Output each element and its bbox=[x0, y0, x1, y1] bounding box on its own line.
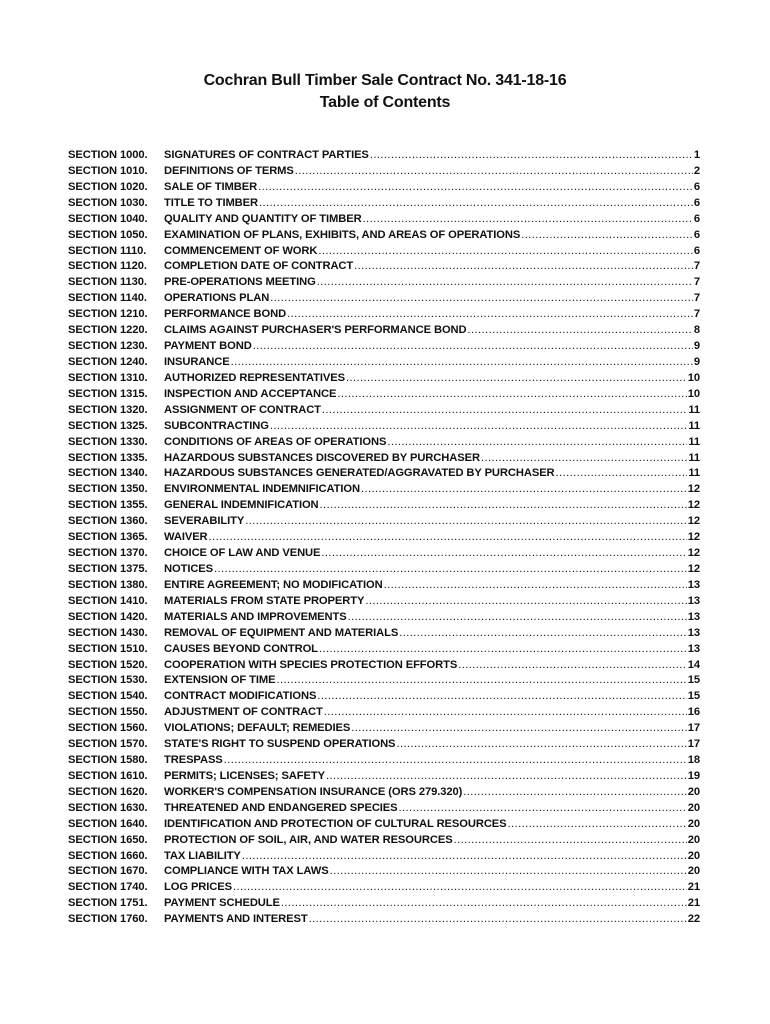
toc-entry[interactable] bbox=[68, 912, 700, 928]
toc-section-title: CONTRACT MODIFICATIONS bbox=[164, 690, 317, 703]
toc-entry[interactable] bbox=[68, 801, 700, 817]
toc-dot-leader bbox=[463, 785, 687, 801]
toc-entry[interactable] bbox=[68, 403, 700, 419]
toc-entry[interactable] bbox=[68, 164, 700, 180]
toc-section-title: AUTHORIZED REPRESENTATIVES bbox=[164, 371, 345, 384]
toc-dot-leader bbox=[363, 212, 693, 228]
toc-entry[interactable] bbox=[68, 849, 700, 865]
toc-page-number: 22 bbox=[687, 913, 700, 926]
toc-section-number: SECTION 1670. bbox=[68, 865, 148, 878]
toc-dot-leader bbox=[287, 307, 693, 323]
toc-page-number: 6 bbox=[693, 180, 700, 193]
toc-section-number: SECTION 1375. bbox=[68, 562, 148, 575]
toc-entry[interactable] bbox=[68, 594, 700, 610]
toc-section-number: SECTION 1030. bbox=[68, 196, 148, 209]
toc-entry[interactable] bbox=[68, 610, 700, 626]
toc-page-number: 12 bbox=[687, 547, 700, 560]
toc-section-number: SECTION 1570. bbox=[68, 738, 148, 751]
toc-page-number: 11 bbox=[688, 467, 700, 480]
toc-entry[interactable] bbox=[68, 148, 700, 164]
toc-section-title: ADJUSTMENT OF CONTRACT bbox=[164, 706, 323, 719]
toc-section-title: TRESPASS bbox=[164, 754, 223, 767]
toc-section-title: GENERAL INDEMNIFICATION bbox=[164, 499, 319, 512]
toc-section-number: SECTION 1520. bbox=[68, 658, 148, 671]
toc-entry[interactable] bbox=[68, 833, 700, 849]
toc-entry[interactable] bbox=[68, 291, 700, 307]
toc-entry[interactable] bbox=[68, 546, 700, 562]
toc-section-number: SECTION 1210. bbox=[68, 308, 148, 321]
toc-section-number: SECTION 1335. bbox=[68, 451, 148, 464]
toc-page-number: 6 bbox=[693, 196, 700, 209]
toc-page-number: 8 bbox=[693, 324, 700, 337]
toc-section-title: WAIVER bbox=[164, 531, 208, 544]
toc-page-number: 11 bbox=[688, 419, 700, 432]
toc-dot-leader bbox=[337, 387, 686, 403]
toc-dot-leader bbox=[370, 148, 693, 164]
toc-dot-leader bbox=[270, 419, 687, 435]
toc-dot-leader bbox=[346, 371, 687, 387]
toc-entry[interactable] bbox=[68, 387, 700, 403]
toc-section-number: SECTION 1120. bbox=[68, 260, 147, 273]
toc-dot-leader bbox=[258, 180, 693, 196]
toc-dot-leader bbox=[318, 244, 693, 260]
toc-section-title: COMPLETION DATE OF CONTRACT bbox=[164, 260, 354, 273]
toc-section-number: SECTION 1510. bbox=[68, 642, 148, 655]
toc-section-title: TITLE TO TIMBER bbox=[164, 196, 259, 209]
toc-section-number: SECTION 1320. bbox=[68, 403, 148, 416]
toc-page-number: 12 bbox=[687, 562, 700, 575]
toc-section-title: REMOVAL OF EQUIPMENT AND MATERIALS bbox=[164, 626, 399, 639]
toc-page-number: 20 bbox=[687, 801, 700, 814]
toc-section-number: SECTION 1310. bbox=[68, 371, 148, 384]
toc-section-number: SECTION 1650. bbox=[68, 833, 148, 846]
toc-section-title: SIGNATURES OF CONTRACT PARTIES bbox=[164, 149, 369, 161]
toc-section-title: NOTICES bbox=[164, 562, 214, 575]
toc-dot-leader bbox=[387, 435, 687, 451]
toc-entry[interactable] bbox=[68, 307, 700, 323]
toc-entry[interactable] bbox=[68, 880, 700, 896]
toc-dot-leader bbox=[322, 403, 687, 419]
toc-section-number: SECTION 1010. bbox=[68, 164, 148, 177]
toc-page-number: 11 bbox=[688, 435, 700, 448]
toc-dot-leader bbox=[281, 896, 687, 912]
toc-section-number: SECTION 1040. bbox=[68, 212, 148, 225]
document-title: Cochran Bull Timber Sale Contract No. 341-18-16 bbox=[203, 72, 567, 89]
toc-section-number: SECTION 1740. bbox=[68, 881, 148, 894]
toc-page-number: 6 bbox=[693, 212, 700, 225]
toc-section-number: SECTION 1550. bbox=[68, 706, 148, 719]
toc-page-number: 6 bbox=[693, 244, 700, 257]
toc-section-title: CONDITIONS OF AREAS OF OPERATIONS bbox=[164, 435, 387, 448]
toc-entry[interactable] bbox=[68, 371, 700, 387]
toc-section-number: SECTION 1240. bbox=[68, 355, 148, 368]
toc-section-number: SECTION 1365. bbox=[68, 531, 148, 544]
toc-section-title: SALE OF TIMBER bbox=[164, 180, 258, 193]
toc-section-title: HAZARDOUS SUBSTANCES GENERATED/AGGRAVATED BY PURCHASER bbox=[164, 467, 555, 480]
toc-section-number: SECTION 1110. bbox=[68, 244, 147, 257]
toc-page-number: 13 bbox=[687, 642, 700, 655]
toc-section-title: COMMENCEMENT OF WORK bbox=[164, 244, 318, 257]
toc-section-title: MATERIALS FROM STATE PROPERTY bbox=[164, 594, 365, 607]
toc-page-number: 2 bbox=[693, 164, 700, 177]
toc-section-number: SECTION 1020. bbox=[68, 180, 148, 193]
toc-section-title: TAX LIABILITY bbox=[164, 849, 241, 862]
toc-entry[interactable] bbox=[68, 673, 700, 689]
toc-section-number: SECTION 1660. bbox=[68, 849, 148, 862]
toc-section-title: COOPERATION WITH SPECIES PROTECTION EFFORTS bbox=[164, 658, 458, 671]
toc-dot-leader bbox=[276, 673, 686, 689]
toc-entry[interactable] bbox=[68, 498, 700, 514]
toc-dot-leader bbox=[351, 721, 686, 737]
toc-section-title: HAZARDOUS SUBSTANCES DISCOVERED BY PURCHASER bbox=[164, 451, 480, 464]
toc-section-number: SECTION 1360. bbox=[68, 515, 148, 528]
toc-dot-leader bbox=[309, 912, 687, 928]
toc-dot-leader bbox=[319, 642, 687, 658]
toc-dot-leader bbox=[348, 610, 687, 626]
toc-section-number: SECTION 1050. bbox=[68, 228, 148, 241]
toc-section-title: SEVERABILITY bbox=[164, 515, 245, 528]
toc-dot-leader bbox=[253, 339, 693, 355]
toc-page-number: 20 bbox=[687, 849, 700, 862]
toc-entry[interactable] bbox=[68, 228, 700, 244]
toc-dot-leader bbox=[508, 817, 687, 833]
toc-section-title: PERMITS; LICENSES; SAFETY bbox=[164, 769, 325, 782]
toc-section-title: IDENTIFICATION AND PROTECTION OF CULTURAL RESOURCES bbox=[164, 817, 507, 830]
toc-entry[interactable] bbox=[68, 817, 700, 833]
toc-dot-leader bbox=[468, 323, 693, 339]
toc-page-number: 10 bbox=[687, 387, 700, 400]
toc-section-number: SECTION 1610. bbox=[68, 769, 148, 782]
toc-entry[interactable] bbox=[68, 323, 700, 339]
toc-entry[interactable] bbox=[68, 212, 700, 228]
toc-section-number: SECTION 1630. bbox=[68, 801, 148, 814]
toc-section-number: SECTION 1580. bbox=[68, 754, 148, 767]
toc-dot-leader bbox=[384, 578, 687, 594]
toc-dot-leader bbox=[245, 514, 687, 530]
toc-page-number: 13 bbox=[687, 610, 700, 623]
toc-page-number: 21 bbox=[687, 881, 700, 894]
toc-section-number: SECTION 1540. bbox=[68, 690, 148, 703]
toc-dot-leader bbox=[324, 705, 687, 721]
toc-page-number: 12 bbox=[687, 515, 700, 528]
toc-section-number: SECTION 1230. bbox=[68, 340, 148, 353]
toc-dot-leader bbox=[317, 689, 686, 705]
toc-page-number: 7 bbox=[693, 260, 700, 273]
toc-section-title: THREATENED AND ENDANGERED SPECIES bbox=[164, 801, 398, 814]
toc-section-title: PAYMENTS AND INTEREST bbox=[164, 913, 308, 926]
toc-dot-leader bbox=[320, 498, 687, 514]
toc-page-number: 13 bbox=[687, 594, 700, 607]
toc-entry[interactable] bbox=[68, 658, 700, 674]
toc-section-number: SECTION 1760. bbox=[68, 913, 148, 926]
toc-entry[interactable] bbox=[68, 275, 700, 291]
toc-page-number: 16 bbox=[687, 706, 700, 719]
toc-entry[interactable] bbox=[68, 196, 700, 212]
toc-section-title: DEFINITIONS OF TERMS bbox=[164, 164, 294, 177]
toc-section-number: SECTION 1130. bbox=[68, 276, 147, 289]
toc-dot-leader bbox=[214, 562, 687, 578]
toc-page-number: 20 bbox=[687, 817, 700, 830]
toc-section-title: COMPLIANCE WITH TAX LAWS bbox=[164, 865, 329, 878]
toc-section-title: INSPECTION AND ACCEPTANCE bbox=[164, 387, 337, 400]
toc-dot-leader bbox=[399, 801, 687, 817]
toc-page-number: 20 bbox=[687, 833, 700, 846]
toc-section-number: SECTION 1355. bbox=[68, 499, 148, 512]
toc-section-title: SUBCONTRACTING bbox=[164, 419, 269, 432]
toc-entry[interactable] bbox=[68, 180, 700, 196]
toc-dot-leader bbox=[321, 546, 686, 562]
toc-page-number: 14 bbox=[687, 658, 700, 671]
toc-entry[interactable] bbox=[68, 530, 700, 546]
toc-entry[interactable] bbox=[68, 642, 700, 658]
toc-entry[interactable] bbox=[68, 896, 700, 912]
toc-page-number: 1 bbox=[693, 149, 700, 161]
toc-section-number: SECTION 1350. bbox=[68, 483, 148, 496]
toc-section-number: SECTION 1330. bbox=[68, 435, 148, 448]
toc-dot-leader bbox=[317, 275, 693, 291]
toc-section-title: EXAMINATION OF PLANS, EXHIBITS, AND AREAS OF OPERATIONS bbox=[164, 228, 521, 241]
toc-dot-leader bbox=[365, 594, 686, 610]
toc-page-number: 21 bbox=[687, 897, 700, 910]
toc-section-title: ENVIRONMENTAL INDEMNIFICATION bbox=[164, 483, 360, 496]
toc-section-title: OPERATIONS PLAN bbox=[164, 292, 270, 305]
toc-entry[interactable] bbox=[68, 451, 700, 467]
toc-page-number: 11 bbox=[688, 403, 700, 416]
toc-section-title: CAUSES BEYOND CONTROL bbox=[164, 642, 318, 655]
toc-dot-leader bbox=[521, 228, 693, 244]
toc-section-number: SECTION 1325. bbox=[68, 419, 148, 432]
toc-entry[interactable] bbox=[68, 785, 700, 801]
toc-section-title: PROTECTION OF SOIL, AIR, AND WATER RESOURCES bbox=[164, 833, 453, 846]
toc-dot-leader bbox=[242, 849, 687, 865]
toc-dot-leader bbox=[209, 530, 687, 546]
toc-entry[interactable] bbox=[68, 864, 700, 880]
toc-section-title: PRE-OPERATIONS MEETING bbox=[164, 276, 316, 289]
toc-section-number: SECTION 1560. bbox=[68, 722, 148, 735]
toc-page-number: 20 bbox=[687, 785, 700, 798]
toc-page-number: 15 bbox=[687, 674, 700, 687]
toc-section-number: SECTION 1751. bbox=[68, 897, 148, 910]
toc-dot-leader bbox=[458, 658, 687, 674]
toc-page-number: 11 bbox=[688, 451, 700, 464]
toc-entry[interactable] bbox=[68, 244, 700, 260]
table-of-contents bbox=[68, 148, 700, 928]
toc-entry[interactable] bbox=[68, 578, 700, 594]
toc-entry[interactable] bbox=[68, 562, 700, 578]
title-block bbox=[0, 70, 770, 114]
toc-dot-leader bbox=[259, 196, 693, 212]
toc-section-title: PAYMENT BOND bbox=[164, 340, 252, 353]
toc-entry[interactable] bbox=[68, 769, 700, 785]
toc-dot-leader bbox=[270, 291, 693, 307]
toc-section-title: VIOLATIONS; DEFAULT; REMEDIES bbox=[164, 722, 351, 735]
toc-section-number: SECTION 1220. bbox=[68, 324, 148, 337]
toc-section-number: SECTION 1640. bbox=[68, 817, 148, 830]
toc-dot-leader bbox=[361, 482, 687, 498]
toc-section-number: SECTION 1430. bbox=[68, 626, 148, 639]
toc-dot-leader bbox=[231, 355, 693, 371]
toc-section-title: ENTIRE AGREEMENT; NO MODIFICATION bbox=[164, 578, 383, 591]
toc-dot-leader bbox=[354, 259, 693, 275]
toc-page-number: 13 bbox=[687, 626, 700, 639]
toc-page-number: 18 bbox=[687, 754, 700, 767]
toc-section-title: PERFORMANCE BOND bbox=[164, 308, 287, 321]
toc-page-number: 12 bbox=[687, 499, 700, 512]
toc-page-number: 13 bbox=[687, 578, 700, 591]
toc-entry[interactable] bbox=[68, 466, 700, 482]
toc-section-title: INSURANCE bbox=[164, 355, 230, 368]
toc-section-number: SECTION 1380. bbox=[68, 578, 148, 591]
toc-section-number: SECTION 1370. bbox=[68, 547, 148, 560]
document-subtitle: Table of Contents bbox=[319, 94, 451, 111]
toc-page-number: 7 bbox=[693, 308, 700, 321]
toc-section-title: MATERIALS AND IMPROVEMENTS bbox=[164, 610, 347, 623]
toc-section-number: SECTION 1315. bbox=[68, 387, 148, 400]
toc-entry[interactable] bbox=[68, 737, 700, 753]
toc-dot-leader bbox=[295, 164, 693, 180]
toc-section-number: SECTION 1410. bbox=[68, 594, 148, 607]
toc-section-title: EXTENSION OF TIME bbox=[164, 674, 276, 687]
toc-page-number: 17 bbox=[687, 722, 700, 735]
toc-page-number: 12 bbox=[687, 531, 700, 544]
toc-section-number: SECTION 1140. bbox=[68, 292, 147, 305]
toc-entry[interactable] bbox=[68, 514, 700, 530]
toc-dot-leader bbox=[399, 626, 687, 642]
toc-page-number: 20 bbox=[687, 865, 700, 878]
toc-section-number: SECTION 1000. bbox=[68, 149, 148, 161]
toc-dot-leader bbox=[396, 737, 686, 753]
toc-entry[interactable] bbox=[68, 435, 700, 451]
toc-entry[interactable] bbox=[68, 689, 700, 705]
toc-page-number: 19 bbox=[687, 769, 700, 782]
toc-section-title: PAYMENT SCHEDULE bbox=[164, 897, 280, 910]
toc-entry[interactable] bbox=[68, 482, 700, 498]
toc-section-number: SECTION 1420. bbox=[68, 610, 148, 623]
toc-section-number: SECTION 1620. bbox=[68, 785, 148, 798]
toc-page-number: 7 bbox=[693, 276, 700, 289]
toc-section-title: QUALITY AND QUANTITY OF TIMBER bbox=[164, 212, 362, 225]
toc-section-number: SECTION 1530. bbox=[68, 674, 148, 687]
toc-page-number: 6 bbox=[693, 228, 700, 241]
toc-page-number: 17 bbox=[687, 738, 700, 751]
toc-dot-leader bbox=[330, 864, 687, 880]
toc-entry[interactable] bbox=[68, 753, 700, 769]
toc-page-number: 9 bbox=[693, 340, 700, 353]
toc-entry[interactable] bbox=[68, 721, 700, 737]
toc-dot-leader bbox=[454, 833, 687, 849]
toc-section-title: CHOICE OF LAW AND VENUE bbox=[164, 547, 321, 560]
toc-page-number: 9 bbox=[693, 355, 700, 368]
toc-entry[interactable] bbox=[68, 626, 700, 642]
toc-entry[interactable] bbox=[68, 705, 700, 721]
toc-dot-leader bbox=[481, 451, 687, 467]
toc-dot-leader bbox=[556, 466, 688, 482]
toc-page-number: 7 bbox=[693, 292, 700, 305]
toc-section-title: CLAIMS AGAINST PURCHASER'S PERFORMANCE BOND bbox=[164, 324, 467, 337]
toc-section-title: WORKER'S COMPENSATION INSURANCE (ORS 279.320) bbox=[164, 785, 463, 798]
toc-page-number: 12 bbox=[687, 483, 700, 496]
toc-section-title: LOG PRICES bbox=[164, 881, 232, 894]
toc-entry[interactable] bbox=[68, 259, 700, 275]
toc-section-number: SECTION 1340. bbox=[68, 467, 148, 480]
toc-section-title: STATE'S RIGHT TO SUSPEND OPERATIONS bbox=[164, 738, 396, 751]
toc-section-title: ASSIGNMENT OF CONTRACT bbox=[164, 403, 321, 416]
toc-dot-leader bbox=[233, 880, 687, 896]
toc-dot-leader bbox=[224, 753, 687, 769]
toc-entry[interactable] bbox=[68, 355, 700, 371]
toc-dot-leader bbox=[326, 769, 687, 785]
toc-page-number: 10 bbox=[687, 371, 700, 384]
toc-entry[interactable] bbox=[68, 339, 700, 355]
toc-entry[interactable] bbox=[68, 419, 700, 435]
toc-page-number: 15 bbox=[687, 690, 700, 703]
